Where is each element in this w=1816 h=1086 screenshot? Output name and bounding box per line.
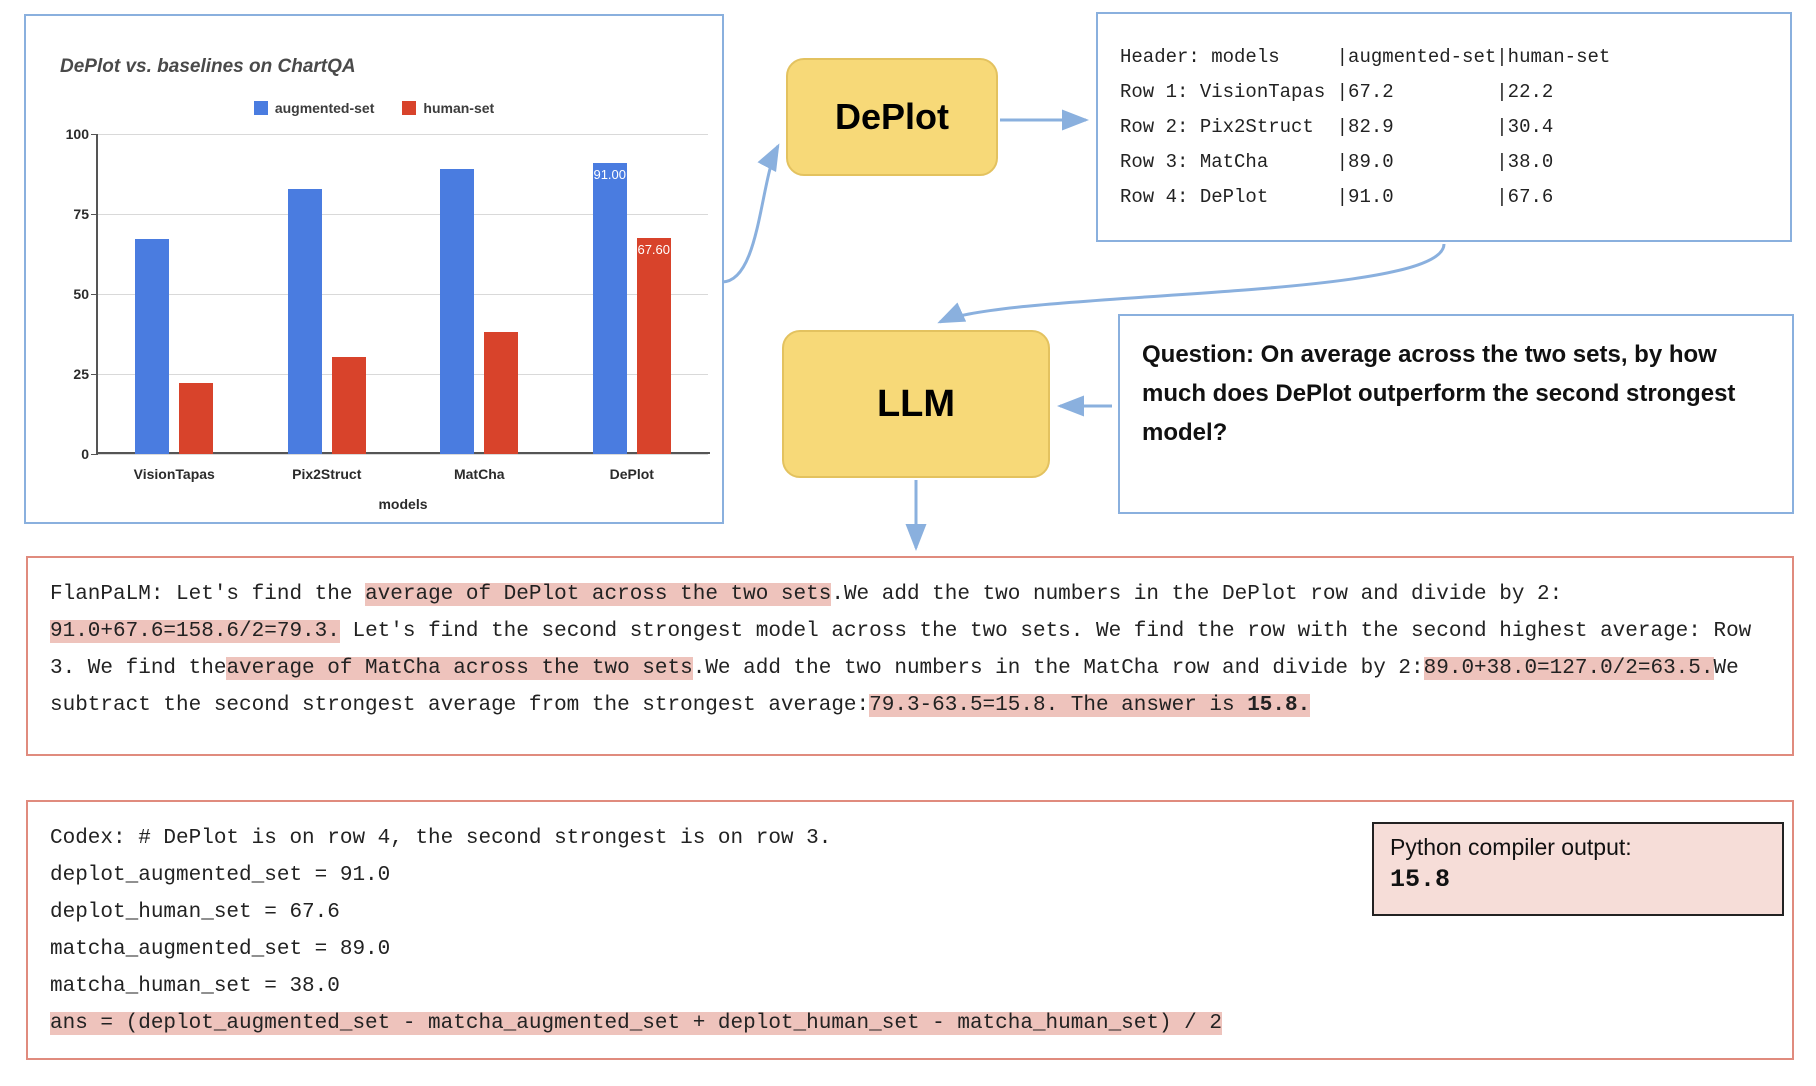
x-tick-label: Pix2Struct	[292, 466, 362, 482]
table-row: Row 1: VisionTapas |67.2 |22.2	[1120, 81, 1554, 103]
python-output-box	[1372, 822, 1784, 916]
bar	[288, 189, 322, 454]
codex-line: ans = (deplot_augmented_set - matcha_augmented_set + deplot_human_set - matcha_human_set) / 2	[50, 1012, 1222, 1035]
codex-line: deplot_augmented_set = 91.0	[50, 864, 391, 887]
legend-label: human-set	[423, 100, 495, 116]
bar	[637, 238, 671, 454]
node-deplot[interactable]	[786, 58, 998, 176]
codex-line: matcha_augmented_set = 89.0	[50, 938, 391, 961]
bar	[593, 163, 627, 454]
y-tick-label: 25	[73, 366, 89, 382]
bar	[135, 239, 169, 454]
y-tick-label: 75	[73, 206, 89, 222]
y-tick-mark	[91, 454, 98, 455]
flanpalm-output-panel	[26, 556, 1794, 756]
grid-line	[98, 134, 708, 135]
flanpalm-segment: 91.0+67.6=158.6/2=79.3.	[50, 620, 340, 643]
bar-group	[556, 163, 709, 482]
x-tick-label: MatCha	[453, 466, 505, 482]
data-table-rows	[1120, 40, 1790, 215]
table-row: Row 3: MatCha |89.0 |38.0	[1120, 151, 1554, 173]
flanpalm-segment: We subtract the second strongest average from the strongest average:	[50, 657, 1752, 717]
question-panel	[1118, 314, 1794, 514]
question-text: Question: On average across the two sets, by how much does DePlot outperform the second strongest model?	[1142, 341, 1736, 446]
python-output-value: 15.8	[1390, 865, 1451, 894]
y-tick-mark	[91, 134, 98, 135]
flanpalm-segment: average of MatCha across the two sets	[226, 657, 693, 680]
table-row: Row 4: DePlot |91.0 |67.6	[1120, 186, 1554, 208]
flanpalm-output-text	[50, 576, 1770, 724]
legend-swatch-icon	[254, 101, 268, 115]
flanpalm-segment: 79.3-63.5=15.8. The answer is	[869, 694, 1248, 717]
y-tick-mark	[91, 294, 98, 295]
codex-line: matcha_human_set = 38.0	[50, 975, 340, 998]
flanpalm-segment: 89.0+38.0=127.0/2=63.5.	[1423, 657, 1714, 680]
y-tick-label: 50	[73, 286, 89, 302]
bar	[440, 169, 474, 454]
codex-line: deplot_human_set = 67.6	[50, 901, 340, 924]
node-deplot-label: DePlot	[834, 96, 949, 137]
y-tick-label: 0	[81, 446, 89, 462]
legend-swatch-icon	[402, 101, 416, 115]
bar	[484, 332, 518, 454]
table-row: Row 2: Pix2Struct |82.9 |30.4	[1120, 116, 1554, 138]
flanpalm-segment: FlanPaLM: Let's find the	[50, 583, 366, 606]
data-table-panel	[1096, 12, 1792, 242]
grid-line	[98, 454, 708, 455]
chart-title: DePlot vs. baselines on ChartQA	[60, 56, 356, 77]
flanpalm-segment: Let's find the second strongest model across the two sets. We find the row with the second highest average: Row 3. We find the	[50, 620, 1764, 680]
bar	[332, 357, 366, 454]
legend-item	[254, 100, 375, 116]
flanpalm-segment: .We add the two numbers in the MatCha row and divide by 2:	[692, 657, 1424, 680]
node-llm-label: LLM	[876, 382, 956, 425]
x-tick-label: DePlot	[609, 466, 654, 482]
y-tick-label: 100	[65, 126, 89, 142]
legend-item	[402, 100, 494, 116]
legend-label: augmented-set	[274, 100, 375, 116]
flanpalm-segment: .We add the two numbers in the DePlot row and divide by 2:	[831, 583, 1575, 606]
table-row: Header: models |augmented-set|human-set	[1120, 46, 1611, 68]
node-llm[interactable]	[782, 330, 1050, 478]
flanpalm-segment: 15.8.	[1247, 694, 1311, 717]
chart-plot-area	[65, 126, 708, 512]
chart-panel	[24, 14, 724, 524]
codex-line: Codex: # DePlot is on row 4, the second strongest is on row 3.	[50, 827, 832, 850]
x-tick-label: VisionTapas	[133, 466, 215, 482]
x-axis-title: models	[378, 496, 428, 512]
y-tick-mark	[91, 374, 98, 375]
bar-value-label: 67.60	[637, 241, 671, 257]
y-tick-mark	[91, 214, 98, 215]
bar-group	[98, 239, 251, 482]
bar-value-label: 91.00	[593, 166, 627, 182]
flanpalm-segment: average of DePlot across the two sets	[365, 583, 832, 606]
chart-legend	[26, 100, 722, 116]
bar-group	[403, 169, 556, 482]
bar-group	[251, 189, 404, 482]
bar	[179, 383, 213, 454]
python-output-label: Python compiler output:	[1390, 834, 1632, 860]
